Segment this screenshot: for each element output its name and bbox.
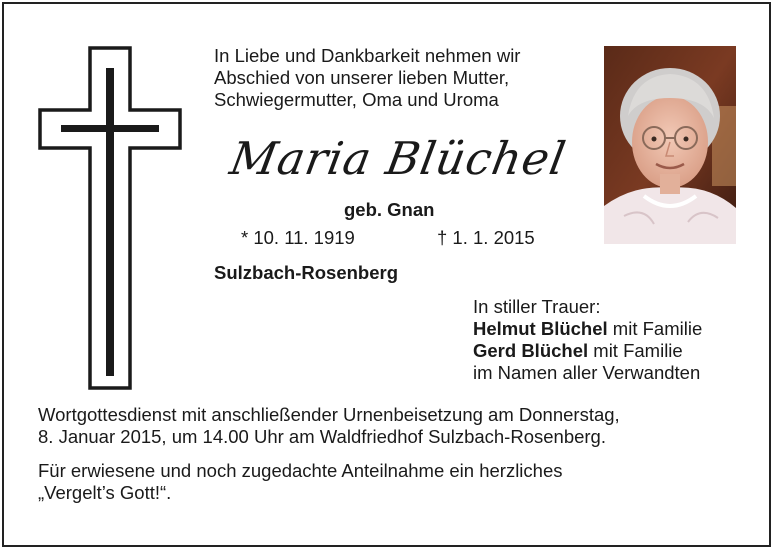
thanks-line-1: Für erwiesene und noch zugedachte Anteilnahme ein herzliches	[38, 460, 563, 481]
service-line-1: Wortgottesdienst mit anschließender Urnenbeisetzung am Donnerstag,	[38, 404, 620, 425]
mourners-closing: im Namen aller Verwandten	[473, 362, 701, 383]
service-announcement	[38, 404, 758, 448]
intro-line-3: Schwiegermutter, Oma und Uroma	[214, 89, 499, 110]
mourners-heading: In stiller Trauer:	[473, 296, 601, 317]
mourner-entry	[473, 340, 702, 362]
mourners-block	[473, 296, 702, 384]
place-of-residence: Sulzbach-Rosenberg	[214, 262, 398, 283]
thanks-text	[38, 460, 758, 504]
intro-text	[214, 45, 584, 111]
mourner-name: Helmut Blüchel	[473, 318, 608, 339]
mourner-name: Gerd Blüchel	[473, 340, 589, 361]
birth-date: * 10. 11. 1919	[241, 227, 355, 248]
portrait-photo	[604, 46, 736, 244]
service-line-2: 8. Januar 2015, um 14.00 Uhr am Waldfriedhof Sulzbach-Rosenberg.	[38, 426, 606, 447]
maiden-name: geb. Gnan	[344, 199, 435, 220]
cross-icon	[38, 46, 182, 390]
thanks-line-2: „Vergelt’s Gott!“.	[38, 482, 172, 503]
intro-line-1: In Liebe und Dankbarkeit nehmen wir	[214, 45, 521, 66]
death-date: † 1. 1. 2015	[437, 227, 535, 248]
mourner-suffix: mit Familie	[588, 340, 683, 361]
mourner-suffix: mit Familie	[607, 318, 703, 339]
mourner-entry	[473, 318, 702, 340]
intro-line-2: Abschied von unserer lieben Mutter,	[214, 67, 510, 88]
deceased-name: Maria Blüchel	[226, 132, 571, 185]
